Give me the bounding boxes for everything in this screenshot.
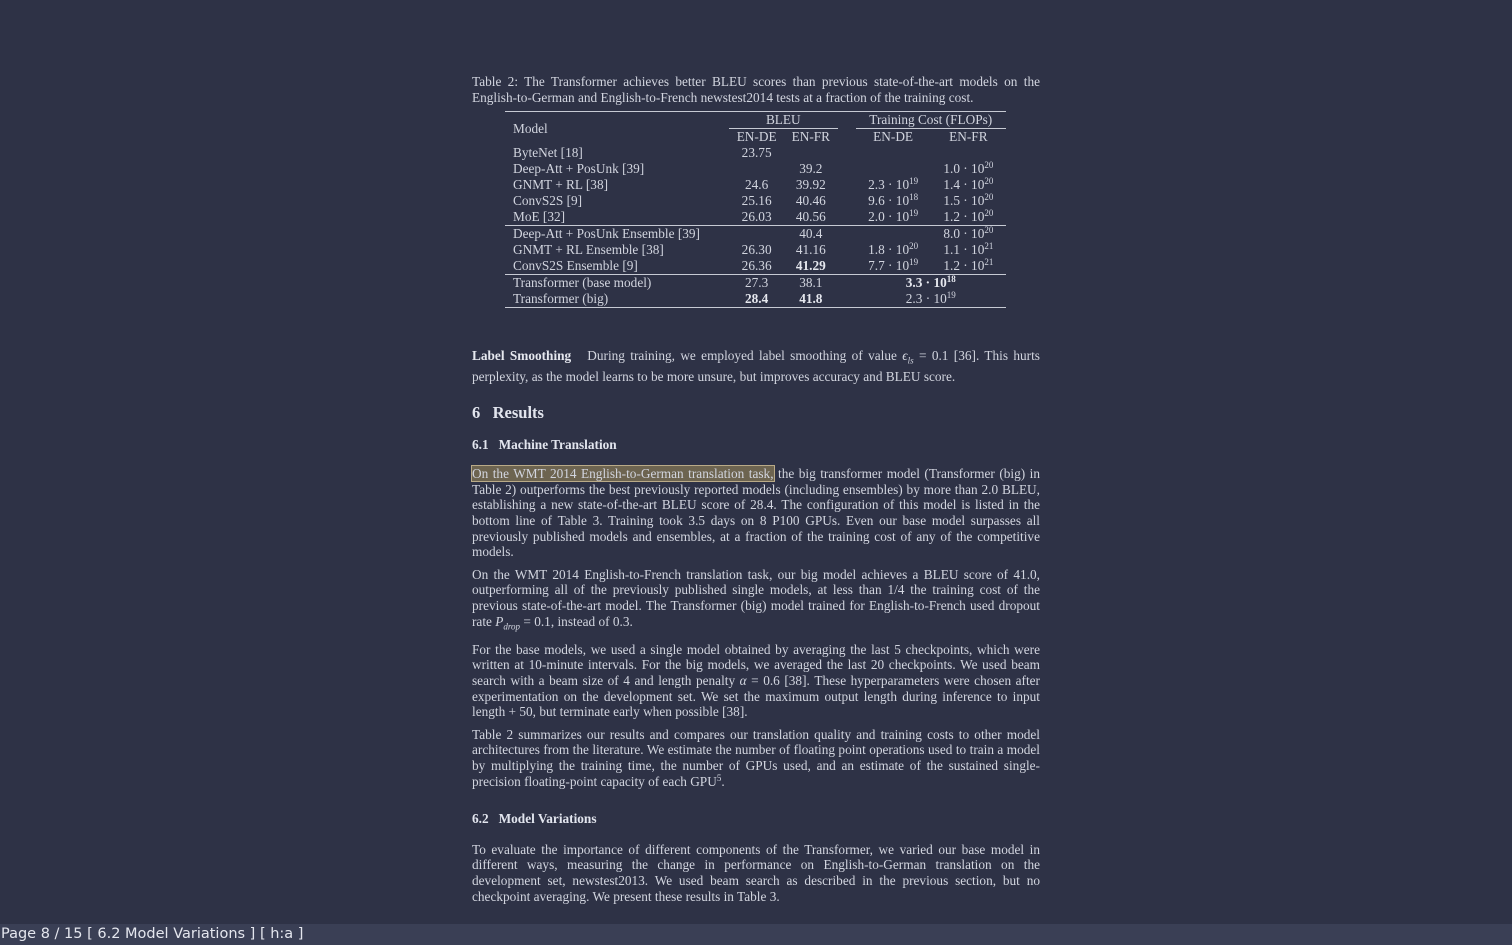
text: = 0.1 [36]. This hurts perplexity, as the model learns to be more unsure, but improves accuracy and BLEU score. [472,348,1040,385]
math-sub: drop [503,621,521,632]
table-row [505,177,1006,193]
paragraph-summary: Table 2 summarizes our results and compares our translation quality and training costs to other model architectures from the literature. We estimate the number of floating point operations used to train a model by multiplying the training time, the number of GPUs used, and an estimate of the sustained single-precision floating-point capacity of each GPU$^5$. [472,726,1040,789]
section-6-2-heading: 6.2 Model Variations [472,811,597,827]
footnote-mark[interactable]: 5 [716,772,722,783]
col-model-header: Model [505,112,729,146]
table-cell-cost-de [856,145,931,161]
table-cell-cost-de: $1.8 \cdot 10^{20}$ [868,241,919,258]
mode-indicator: [ h:a ] [259,926,304,942]
table-cell-bleu-fr: 40.56 [795,209,826,225]
table-cell-cost-de: $9.6 \cdot 10^{18}$ [868,192,919,209]
table-cell-bleu-fr: 40.4 [784,226,837,243]
paragraph-en-de [472,466,1040,560]
table-cell-cost-fr: $8.0 \cdot 10^{20}$ [931,226,1006,243]
table-cell-bleu-fr: 38.1 [784,275,837,292]
table-cell-model: Deep-Att + PosUnk [39] [513,161,645,177]
table-cell-model: GNMT + RL [38] [513,177,609,193]
table-row [505,291,1006,308]
subheader: EN-FR [791,129,831,145]
table-cell-bleu-fr: 41.16 [795,242,826,258]
paragraph-checkpoints [472,642,1040,720]
text: = 0.1, instead of 0.3. [520,613,633,629]
table-cell-cost-merged: $3.3 \cdot 10^{18}$ [856,275,1007,292]
table-cell-bleu-fr: 41.29 [795,258,826,274]
table-cell-bleu-de: 23.75 [741,145,772,161]
table-row [505,193,1006,209]
table-cell-bleu-fr: 39.92 [795,177,826,193]
search-highlight[interactable]: On the WMT 2014 English-to-German translation task, [472,466,774,482]
table-cell-model: GNMT + RL Ensemble [38] [513,242,664,258]
bleu-group-header: BLEU [729,112,837,129]
math: α [739,673,747,688]
table-cell-cost-de: $2.3 \cdot 10^{19}$ [868,176,919,193]
section-indicator: [ 6.2 Model Variations ] [87,926,256,942]
table-cell-cost-merged: $2.3 \cdot 10^{19}$ [856,291,1007,308]
text: On the WMT 2014 English-to-French translation task, our big model achieves a BLEU score of 41.0, outperforming all of the previously published single models, at less than 1/4 the training cost of the previous state-of-the-art model. The Transformer (big) model trained for English-to-French used dropout rate [472,566,1040,629]
label-smoothing-heading: Label Smoothing [472,348,572,364]
table-cell-cost-fr: $1.5 \cdot 10^{20}$ [943,192,994,209]
text: Table 2 summarizes our results and compares our translation quality and training costs to other model architectures from the literature. We estimate the number of floating point operations used to train a model by multiplying the training time, the number of GPUs used, and an estimate of the sustained single-precision floating-point capacity of each GPU [472,726,1040,789]
text: = 0.6 [38]. These hyperparameters were chosen after experimentation on the development set. We set the maximum output length during inference to input length + 50, but terminate early when possible [38]. [472,673,1040,720]
table-cell-bleu-de: 28.4 [729,291,784,308]
table-cell-cost-fr: $1.0 \cdot 10^{20}$ [943,160,994,177]
table-cell-model: Transformer (big) [505,291,729,308]
table-cell-cost-fr: $1.4 \cdot 10^{20}$ [943,176,994,193]
table-cell-bleu-de: 26.03 [741,209,772,225]
table-cell-cost-de: $7.7 \cdot 10^{19}$ [868,257,919,274]
table-row [505,209,1006,226]
table-cell-model: MoE [32] [513,209,566,225]
table-cell-bleu-de [729,226,784,243]
table-cell-bleu-de: 25.16 [741,193,772,209]
table-cell-model: Deep-Att + PosUnk Ensemble [39] [505,226,729,243]
table-cell-bleu-fr: 39.2 [799,161,823,177]
table-cell-cost-de [856,226,931,243]
table-cell-bleu-de: 26.36 [741,258,772,274]
math: P [495,613,504,629]
status-bar [0,924,1512,945]
document-page [472,74,1040,904]
table-cell-bleu-de: 27.3 [729,275,784,292]
table-row [505,275,1006,292]
paragraph-en-fr [472,567,1040,635]
label-smoothing-paragraph [472,348,1040,385]
text: the big transformer model (Transformer (big) in Table 2) outperforms the best previously reported models (including ensembles) by more than 2.0 BLEU, establishing a new state-of-the-art BLEU score of 28.4. The configuration of this model is listed in the bottom line of Table 3. Training took 3.5 days on 8 P100 GPUs. Even our base model surpasses all previously published models and ensembles, at a fraction of the training cost of any of the competitive models. [472,466,1041,560]
text: During training, we employed label smoothing of value [587,348,903,364]
table-cell-cost-de: $2.0 \cdot 10^{19}$ [868,208,919,225]
subheader: EN-DE [736,129,777,145]
subheader: EN-DE [873,129,914,145]
table-row [505,226,1006,243]
table-cell-cost-fr: $1.2 \cdot 10^{21}$ [943,257,994,274]
math: ϵ [902,348,908,364]
table-row [505,242,1006,258]
table-cell-bleu-fr: 40.46 [795,193,826,209]
table-row [505,161,1006,177]
table-cell-cost-fr: $1.1 \cdot 10^{21}$ [943,241,994,258]
section-6-heading: 6 Results [472,403,544,423]
table-cell-model: ConvS2S Ensemble [9] [513,258,638,274]
table-row [505,145,1006,161]
cost-group-header: Training Cost (FLOPs) [856,112,1007,129]
subheader: EN-FR [949,129,988,145]
table-cell-bleu-fr [784,145,837,161]
table-caption: Table 2: The Transformer achieves better BLEU scores than previous state-of-the-art models on the English-to-German and English-to-French newstest2014 tests at a fraction of the training cost. [472,74,1040,105]
table-cell-cost-fr: $1.2 \cdot 10^{20}$ [943,208,994,225]
table-cell-bleu-de: 24.6 [744,177,769,193]
table-cell-model: Transformer (base model) [505,275,729,292]
table-cell-cost-de [856,161,931,177]
table-cell-cost-fr [931,145,1006,161]
table-cell-model: ByteNet [18] [513,145,583,161]
table-cell-bleu-de: 26.30 [741,242,772,258]
paragraph-variations: To evaluate the importance of different components of the Transformer, we varied our base model in different ways, measuring the change in performance on English-to-German translation on the development set, newstest2013. We used beam search as described in the previous section, but no checkpoint averaging. We present these results in Table 3. [472,841,1040,904]
table-row [505,258,1006,275]
page-indicator: Page 8 / 15 [1,926,83,942]
table-cell-bleu-fr: 41.8 [784,291,837,308]
table-cell-bleu-de [729,161,784,177]
results-table [505,111,1006,308]
text: For the base models, we used a single model obtained by averaging the last 5 checkpoints, which were written at 10-minute intervals. For the big models, we averaged the last 20 checkpoints. We used beam search with a beam size of 4 and length penalty [472,641,1040,688]
section-6-1-heading: 6.1 Machine Translation [472,436,617,452]
math-sub: ls [907,355,914,366]
table-cell-model: ConvS2S [9] [513,193,583,209]
